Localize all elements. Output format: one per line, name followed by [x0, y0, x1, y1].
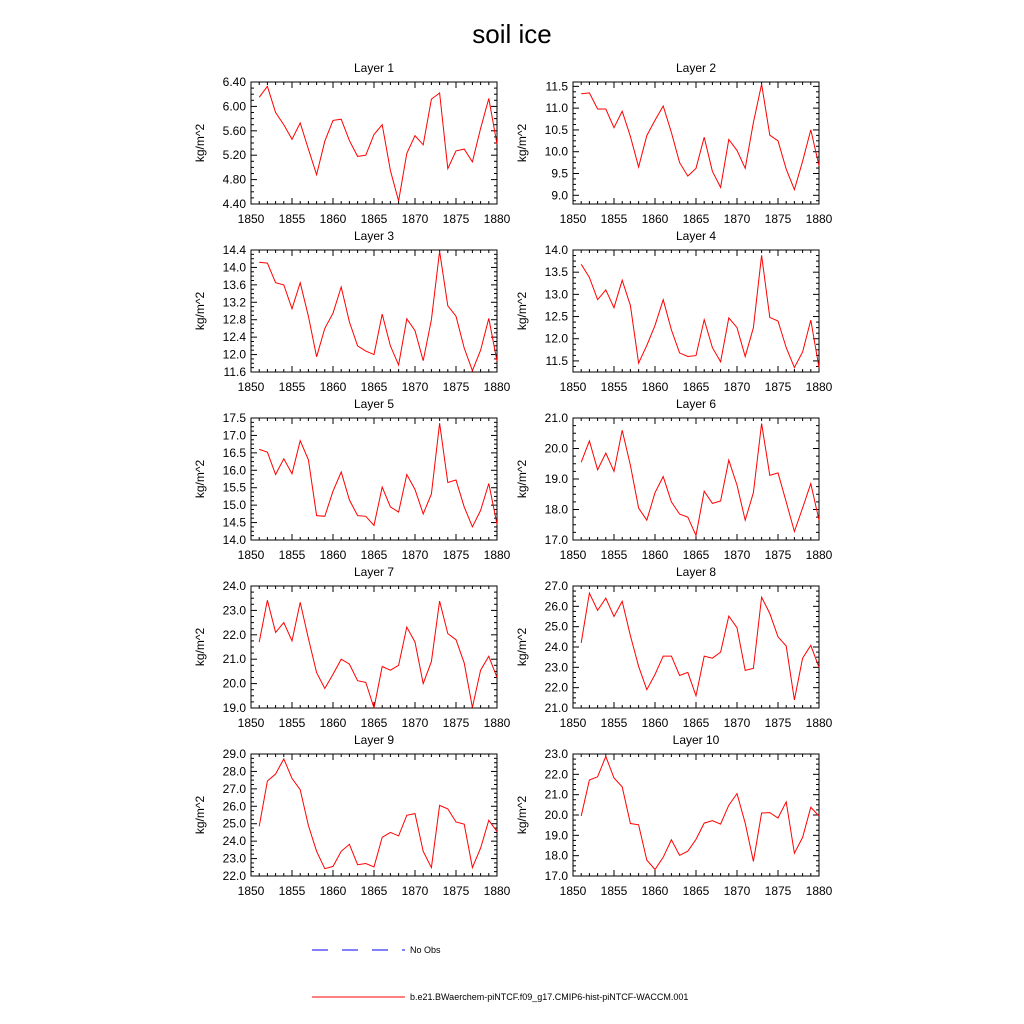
x-tick-label: 1880: [483, 380, 511, 394]
panel-layer-1: [193, 61, 511, 226]
x-tick-label: 1880: [805, 884, 833, 898]
y-tick-label: 23.0: [222, 603, 246, 618]
panel-layer-10: [515, 733, 833, 898]
y-tick-label: 29.0: [222, 747, 246, 761]
panel-title: Layer 6: [675, 397, 717, 411]
y-tick-label: 20.0: [222, 676, 246, 691]
y-tick-label: 12.8: [222, 312, 246, 327]
x-tick-label: 1875: [764, 380, 792, 394]
x-tick-label: 1850: [559, 548, 587, 562]
series-line: [259, 251, 497, 370]
plot-frame: [573, 754, 819, 876]
y-tick-label: 27.0: [222, 781, 246, 796]
x-tick-label: 1860: [319, 716, 347, 730]
x-tick-label: 1865: [682, 212, 710, 226]
x-tick-label: 1860: [319, 884, 347, 898]
panel-layer-5: [193, 397, 511, 562]
series-line: [581, 255, 819, 367]
y-tick-label: 18.0: [544, 502, 568, 517]
x-tick-label: 1875: [442, 884, 470, 898]
x-tick-label: 1855: [278, 716, 306, 730]
x-tick-label: 1880: [483, 716, 511, 730]
y-tick-label: 14.0: [222, 533, 246, 547]
x-tick-label: 1850: [237, 212, 265, 226]
plot-frame: [573, 586, 819, 708]
plot-frame: [251, 586, 497, 708]
series-line: [259, 423, 497, 527]
y-tick-label: 23.0: [544, 660, 568, 675]
y-axis-label: kg/m^2: [515, 627, 529, 667]
y-tick-label: 11.5: [545, 353, 568, 368]
panel-layer-3: [193, 229, 511, 394]
y-tick-label: 22.0: [222, 627, 246, 642]
x-tick-label: 1870: [723, 884, 751, 898]
y-tick-label: 13.6: [222, 277, 246, 292]
y-tick-label: 11.6: [223, 365, 246, 379]
x-tick-label: 1855: [278, 380, 306, 394]
x-tick-label: 1870: [401, 212, 429, 226]
plot-frame: [251, 82, 497, 204]
y-tick-label: 13.0: [544, 287, 568, 302]
y-tick-label: 6.40: [222, 75, 246, 89]
y-tick-label: 20.0: [544, 808, 568, 822]
y-tick-label: 24.0: [544, 640, 568, 654]
series-line: [259, 759, 497, 869]
x-tick-label: 1860: [319, 380, 347, 394]
series-line: [581, 84, 819, 189]
x-tick-label: 1880: [805, 716, 833, 730]
y-tick-label: 17.5: [222, 411, 246, 425]
y-tick-label: 25.0: [222, 816, 246, 831]
y-tick-label: 12.0: [222, 347, 246, 362]
y-tick-label: 22.0: [222, 869, 246, 883]
x-tick-label: 1865: [360, 884, 388, 898]
x-tick-label: 1865: [360, 380, 388, 394]
series-line: [259, 600, 497, 708]
x-tick-label: 1850: [559, 380, 587, 394]
y-tick-label: 23.0: [222, 851, 246, 866]
y-tick-label: 12.0: [544, 331, 568, 346]
x-tick-label: 1875: [442, 212, 470, 226]
y-tick-label: 27.0: [544, 579, 568, 593]
x-tick-label: 1855: [278, 212, 306, 226]
x-tick-label: 1875: [442, 380, 470, 394]
y-axis-label: kg/m^2: [193, 795, 207, 835]
x-tick-label: 1855: [600, 212, 628, 226]
x-tick-label: 1850: [237, 548, 265, 562]
y-tick-label: 23.0: [544, 747, 568, 761]
x-tick-label: 1850: [559, 212, 587, 226]
y-tick-label: 14.5: [222, 515, 246, 530]
series-line: [259, 86, 497, 201]
y-tick-label: 17.0: [222, 428, 246, 443]
series-line: [581, 593, 819, 700]
y-tick-label: 10.5: [544, 122, 568, 137]
y-tick-label: 9.0: [551, 188, 568, 203]
y-tick-label: 21.0: [544, 411, 568, 425]
x-tick-label: 1870: [723, 380, 751, 394]
y-tick-label: 19.0: [544, 472, 568, 486]
panel-title: Layer 2: [675, 61, 717, 75]
y-tick-label: 20.0: [544, 441, 568, 456]
series-line: [581, 756, 819, 869]
panel-title: Layer 1: [353, 61, 395, 75]
y-tick-label: 14.0: [222, 260, 246, 275]
y-tick-label: 21.0: [222, 652, 246, 667]
y-tick-label: 13.5: [544, 265, 568, 280]
x-tick-label: 1880: [805, 380, 833, 394]
x-tick-label: 1875: [764, 884, 792, 898]
y-tick-label: 11.0: [545, 101, 568, 116]
x-tick-label: 1870: [723, 212, 751, 226]
y-tick-label: 24.0: [222, 834, 246, 849]
y-tick-label: 18.0: [544, 848, 568, 863]
x-tick-label: 1860: [641, 884, 669, 898]
x-tick-label: 1870: [723, 716, 751, 730]
y-axis-label: kg/m^2: [515, 291, 529, 331]
x-tick-label: 1860: [319, 548, 347, 562]
x-tick-label: 1870: [401, 716, 429, 730]
panel-title: Layer 3: [353, 229, 395, 243]
x-tick-label: 1850: [237, 716, 265, 730]
chart-title: soil ice: [472, 19, 552, 49]
y-axis-label: kg/m^2: [193, 123, 207, 163]
x-tick-label: 1855: [600, 380, 628, 394]
plot-frame: [573, 418, 819, 540]
y-tick-label: 25.0: [544, 619, 568, 634]
x-tick-label: 1855: [278, 884, 306, 898]
y-tick-label: 17.0: [544, 869, 568, 883]
y-tick-label: 6.00: [222, 99, 246, 114]
y-tick-label: 21.0: [544, 701, 568, 715]
y-tick-label: 24.0: [222, 579, 246, 593]
x-tick-label: 1860: [641, 212, 669, 226]
x-tick-label: 1850: [559, 884, 587, 898]
y-tick-label: 14.0: [544, 243, 568, 257]
x-tick-label: 1850: [559, 716, 587, 730]
x-tick-label: 1875: [442, 548, 470, 562]
y-tick-label: 5.60: [222, 123, 246, 138]
y-tick-label: 12.4: [222, 330, 246, 345]
panel-title: Layer 4: [675, 229, 717, 243]
y-tick-label: 26.0: [222, 799, 246, 814]
y-tick-label: 16.0: [222, 463, 246, 478]
y-tick-label: 10.0: [544, 144, 568, 159]
x-tick-label: 1880: [483, 884, 511, 898]
y-axis-label: kg/m^2: [515, 795, 529, 835]
x-tick-label: 1850: [237, 884, 265, 898]
x-tick-label: 1865: [682, 548, 710, 562]
y-tick-label: 17.0: [544, 533, 568, 547]
plot-frame: [573, 82, 819, 204]
legend-label-no-obs: No Obs: [410, 945, 441, 955]
y-tick-label: 11.5: [545, 79, 568, 94]
x-tick-label: 1855: [600, 548, 628, 562]
panel-title: Layer 10: [672, 733, 720, 747]
x-tick-label: 1875: [442, 716, 470, 730]
y-tick-label: 21.0: [544, 787, 568, 802]
x-tick-label: 1875: [764, 716, 792, 730]
x-tick-label: 1870: [401, 884, 429, 898]
y-tick-label: 26.0: [544, 599, 568, 614]
panel-layer-4: [515, 229, 833, 394]
y-axis-label: kg/m^2: [193, 459, 207, 499]
y-tick-label: 19.0: [544, 828, 568, 843]
x-tick-label: 1850: [237, 380, 265, 394]
x-tick-label: 1865: [360, 716, 388, 730]
x-tick-label: 1855: [600, 716, 628, 730]
y-tick-label: 4.40: [222, 197, 246, 211]
y-tick-label: 28.0: [222, 764, 246, 779]
series-line: [581, 424, 819, 536]
x-tick-label: 1880: [805, 212, 833, 226]
panel-title: Layer 5: [353, 397, 395, 411]
x-tick-label: 1865: [682, 380, 710, 394]
x-tick-label: 1855: [278, 548, 306, 562]
x-tick-label: 1865: [682, 716, 710, 730]
y-axis-label: kg/m^2: [515, 123, 529, 163]
y-tick-label: 15.0: [222, 498, 246, 513]
y-tick-label: 13.2: [222, 295, 246, 310]
y-tick-label: 16.5: [222, 445, 246, 460]
y-tick-label: 22.0: [544, 680, 568, 695]
y-tick-label: 22.0: [544, 767, 568, 782]
x-tick-label: 1870: [401, 548, 429, 562]
x-tick-label: 1865: [360, 548, 388, 562]
y-tick-label: 19.0: [222, 701, 246, 715]
panels: [193, 61, 833, 898]
x-tick-label: 1865: [360, 212, 388, 226]
y-tick-label: 4.80: [222, 172, 246, 187]
panel-layer-2: [515, 61, 833, 226]
plot-frame: [251, 754, 497, 876]
x-tick-label: 1860: [641, 380, 669, 394]
x-tick-label: 1880: [805, 548, 833, 562]
y-tick-label: 12.5: [544, 309, 568, 324]
panel-layer-6: [515, 397, 833, 562]
x-tick-label: 1870: [401, 380, 429, 394]
x-tick-label: 1880: [483, 548, 511, 562]
panel-title: Layer 8: [675, 565, 717, 579]
y-tick-label: 14.4: [222, 243, 246, 257]
x-tick-label: 1875: [764, 212, 792, 226]
x-tick-label: 1880: [483, 212, 511, 226]
y-tick-label: 5.20: [222, 148, 246, 163]
x-tick-label: 1860: [641, 716, 669, 730]
x-tick-label: 1860: [319, 212, 347, 226]
x-tick-label: 1875: [764, 548, 792, 562]
panel-layer-9: [193, 733, 511, 898]
panel-title: Layer 7: [353, 565, 395, 579]
y-tick-label: 9.5: [551, 166, 568, 181]
x-tick-label: 1870: [723, 548, 751, 562]
x-tick-label: 1865: [682, 884, 710, 898]
x-tick-label: 1860: [641, 548, 669, 562]
panel-layer-8: [515, 565, 833, 730]
legend-label-model: b.e21.BWaerchem-piNTCF.f09_g17.CMIP6-hist-piNTCF-WACCM.001: [410, 992, 689, 1002]
x-tick-label: 1855: [600, 884, 628, 898]
y-axis-label: kg/m^2: [515, 459, 529, 499]
y-tick-label: 15.5: [222, 480, 246, 495]
plot-frame: [251, 418, 497, 540]
y-axis-label: kg/m^2: [193, 291, 207, 331]
legend: [312, 945, 688, 1002]
panel-layer-7: [193, 565, 511, 730]
y-axis-label: kg/m^2: [193, 627, 207, 667]
panel-title: Layer 9: [353, 733, 395, 747]
